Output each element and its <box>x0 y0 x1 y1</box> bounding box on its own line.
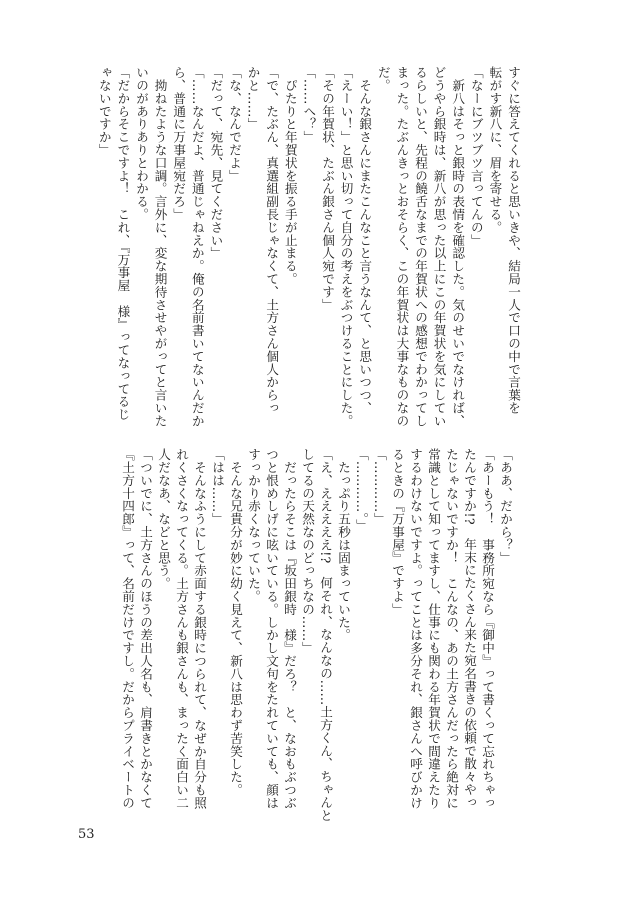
text-column: 常識として知ってますし、仕事にも関わる年賀状で間違えたり <box>426 448 441 810</box>
text-column: 人だなあ、などと思う。 <box>156 448 171 590</box>
text-column: かと……」 <box>245 66 261 131</box>
text-column: るらしいと、先程の饒舌なまでの年賀状への感想でわかってし <box>413 66 428 428</box>
text-column: 「…………」 <box>372 448 387 526</box>
text-column: 「え、えええええ!? 何それ、なんなの……土方くん、ちゃんと <box>318 448 333 822</box>
text-column: どうやら銀時は、新八が思った以上にこの年賀状を気にしてい <box>431 66 447 428</box>
text-column: ら、普通に万事屋宛だろ」 <box>171 66 187 221</box>
text-column: すぐに答えてくれると思いきや、結局一人で口の中で言葉を <box>506 66 521 415</box>
text-column: いのがありありとわかる。 <box>134 66 149 221</box>
text-column: ゃないですか」 <box>96 66 112 157</box>
text-column: 「で、たぶん、真選組副長じゃなくて、土方さん個人からっ <box>264 66 280 415</box>
text-column: 「その年賀状、たぶん銀さん個人宛です」 <box>320 66 335 312</box>
text-column: 『土方十四郎』って、名前だけですし。だからプライベートの <box>120 448 135 810</box>
text-column: たんですか!? 年末にたくさん来た宛名書きの依頼で散々やっ <box>462 448 477 809</box>
text-column: 「な、なんでだよ」 <box>227 66 242 183</box>
text-column: 「あーもう！ 事務所宛なら『御中』って書くって忘れちゃっ <box>480 448 495 810</box>
text-column: そんな銀さんにまたこんなこと言うなんて、と思いつつ、 <box>357 66 373 415</box>
text-column: 新八はそっと銀時の表情を確認した。気のせいでなければ、 <box>450 66 466 428</box>
text-column: たっぷり五秒は固まっていた。 <box>336 448 351 642</box>
text-column: だ。 <box>375 66 391 92</box>
text-column: そんなふうにして赤面する銀時につられて、なぜか自分も照 <box>192 448 207 810</box>
text-column: 「だって、宛先、見てください」 <box>208 66 224 260</box>
text-column: れくさくなってくる。土方さんも銀さんも、まったく面白い二 <box>174 448 189 810</box>
page-number: 53 <box>78 827 95 842</box>
text-column: ぴたりと年賀状を振る手が止まる。 <box>282 66 298 286</box>
text-column: つと恨めしげに呟いている。しかし文句をたれていても、顔は <box>264 448 279 810</box>
text-column: まった。たぶんきっとおそらく、この年賀状は大事なものなの <box>394 66 410 428</box>
text-column: してるの天然なのどっちなの……」 <box>300 448 315 655</box>
text-column: たじゃないですか！ こんなの、あの土方さんだったら絶対に <box>444 448 459 810</box>
text-column: 「なーにブツブツ言ってんの」 <box>468 66 484 247</box>
text-column: 「…………。」 <box>354 448 369 532</box>
text-column: 「ああ、だから？」 <box>498 448 513 565</box>
text-column: 「だからそこですよ！ これ、『万事屋 様』ってなってるじ <box>115 66 131 421</box>
text-column: だったらそこは『坂田銀時 様』だろ？ と、なおもぶつぶ <box>282 448 297 810</box>
text-column: 「ついでに、土方さんのほうの差出人名も、肩書きとかなくて <box>138 448 153 810</box>
text-column: 「はは……」 <box>210 448 225 526</box>
text-column: するわけないですよ。ってことは多分それ、銀さんへ呼びかけ <box>408 448 423 810</box>
text-column: 「……へ？」 <box>301 66 317 144</box>
text-column: 「えーい！」と思い切って自分の考えをぶつけることにした。 <box>338 66 354 428</box>
text-column: すっかり赤くなっていた。 <box>246 448 261 603</box>
text-column: 拗ねたような口調。言外に、変な期待させやがってと言いた <box>152 66 168 428</box>
text-column: 「……なんだよ、普通じゃねえか。俺の名前書いてないんだか <box>189 66 205 428</box>
text-column: そんな兄貴分が妙に幼く見えて、新八は思わず苦笑した。 <box>228 448 243 797</box>
text-column: るときの『万事屋』ですよ」 <box>390 448 405 616</box>
text-column: 転がす新八に、眉を寄せる。 <box>487 66 503 234</box>
